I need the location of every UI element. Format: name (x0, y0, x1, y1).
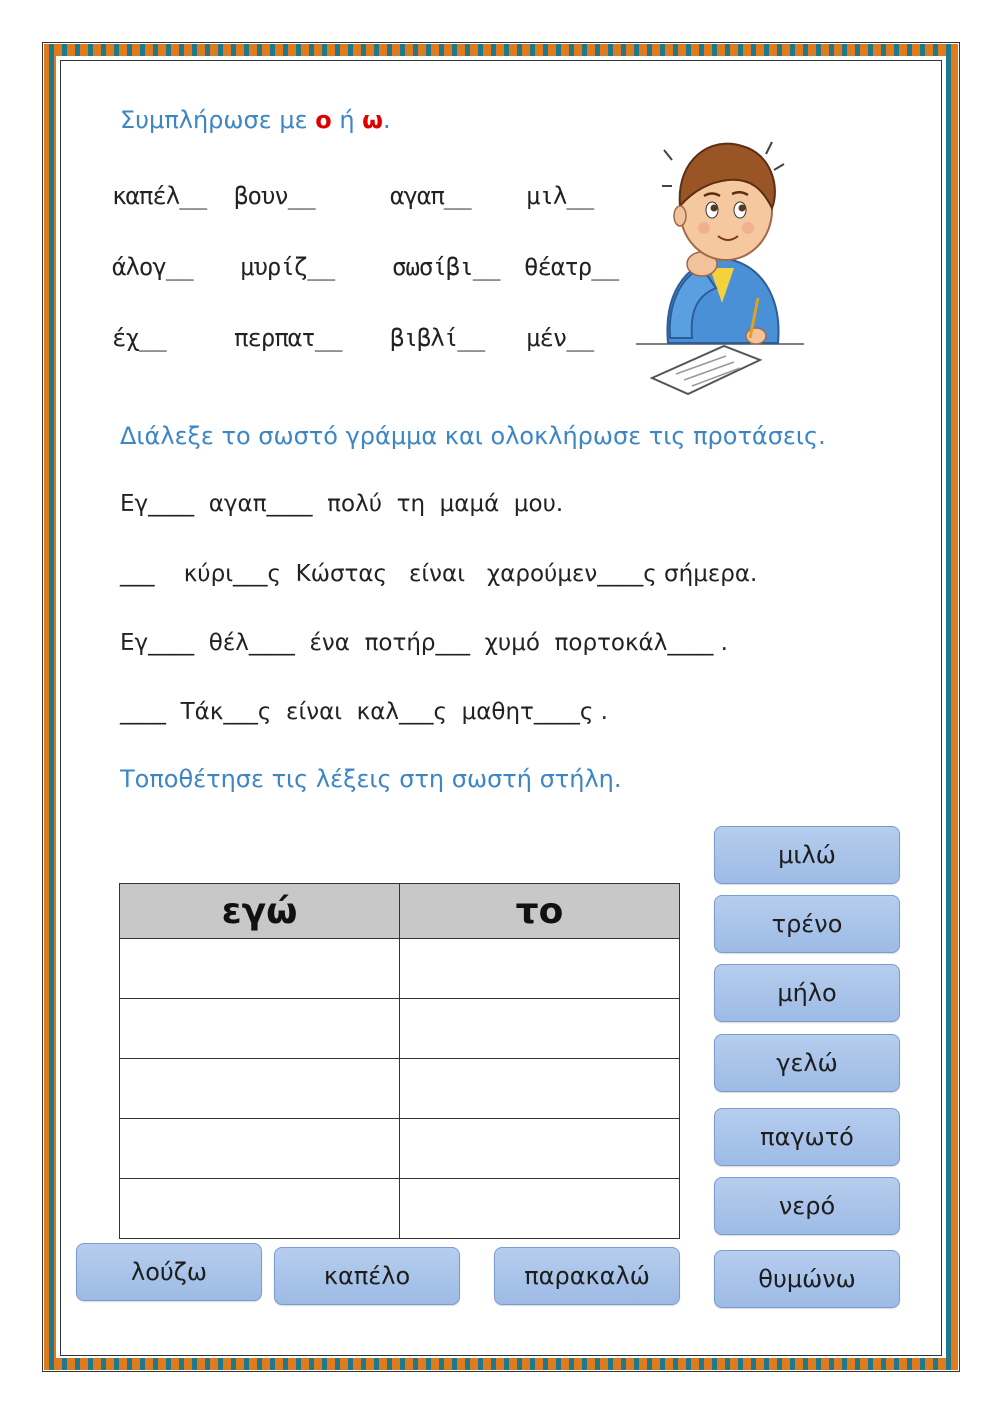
fill-word[interactable]: μιλ__ (526, 182, 594, 210)
fill-word[interactable]: βουν__ (234, 182, 315, 210)
drop-cell[interactable] (120, 1119, 400, 1179)
exercise1-heading (120, 106, 391, 134)
word-chip-kapelo[interactable]: καπέλο (274, 1247, 460, 1305)
fill-word[interactable]: μυρίζ__ (240, 253, 335, 281)
word-chip-parakalo[interactable]: παρακαλώ (494, 1247, 680, 1305)
drop-cell[interactable] (400, 939, 680, 999)
exercise2-heading: Διάλεξε το σωστό γράμμα και ολοκλήρωσε τις προτάσεις. (120, 422, 826, 450)
fill-word[interactable]: βιβλί__ (390, 324, 485, 352)
word-chip-gelo[interactable]: γελώ (714, 1034, 900, 1092)
sentence-2[interactable]: ___ κύρι___ς Κώστας είναι χαρούμεν____ς σήμερα. (120, 561, 758, 587)
column-header-to: το (400, 884, 680, 939)
sentence-1[interactable]: Εγ____ αγαπ____ πολύ τη μαμά μου. (120, 491, 564, 517)
thinking-boy-illustration (632, 128, 812, 403)
drop-cell[interactable] (120, 1059, 400, 1119)
drop-cell[interactable] (120, 939, 400, 999)
exercise3-heading: Τοποθέτησε τις λέξεις στη σωστή στήλη. (120, 765, 622, 793)
drop-cell[interactable] (400, 999, 680, 1059)
word-chip-louzo[interactable]: λούζω (76, 1243, 262, 1301)
word-chip-pagoto[interactable]: παγωτό (714, 1108, 900, 1166)
drop-cell[interactable] (400, 1119, 680, 1179)
drop-cell[interactable] (120, 1179, 400, 1239)
heading-text: Συμπλήρωσε με (120, 106, 316, 134)
drop-cell[interactable] (400, 1179, 680, 1239)
fill-word[interactable]: άλογ__ (112, 253, 193, 281)
word-chip-milo-apple[interactable]: μήλο (714, 964, 900, 1022)
fill-word[interactable]: αγαπ__ (390, 182, 471, 210)
fill-word[interactable]: μέν__ (526, 324, 594, 352)
fill-word[interactable]: σωσίβι__ (392, 253, 500, 281)
word-chip-thymono[interactable]: θυμώνω (714, 1250, 900, 1308)
word-chip-treno[interactable]: τρένο (714, 895, 900, 953)
fill-word[interactable]: καπέλ__ (112, 182, 207, 210)
heading-period: . (383, 106, 391, 134)
sentence-4[interactable]: ____ Τάκ___ς είναι καλ___ς μαθητ____ς . (120, 699, 608, 725)
fill-word[interactable]: έχ__ (112, 324, 166, 352)
word-chip-nero[interactable]: νερό (714, 1177, 900, 1235)
letter-o: ο (315, 106, 332, 134)
fill-word[interactable]: θέατρ__ (524, 253, 619, 281)
word-chip-milo[interactable]: μιλώ (714, 826, 900, 884)
drop-cell[interactable] (400, 1059, 680, 1119)
or-word: ή (331, 106, 363, 134)
sentence-3[interactable]: Εγ____ θέλ____ ένα ποτήρ___ χυμό πορτοκάλ____ . (120, 630, 728, 656)
sorting-table (119, 883, 680, 1239)
column-header-ego: εγώ (120, 884, 400, 939)
fill-word[interactable]: περπατ__ (234, 324, 342, 352)
letter-omega: ω (362, 106, 384, 134)
drop-cell[interactable] (120, 999, 400, 1059)
